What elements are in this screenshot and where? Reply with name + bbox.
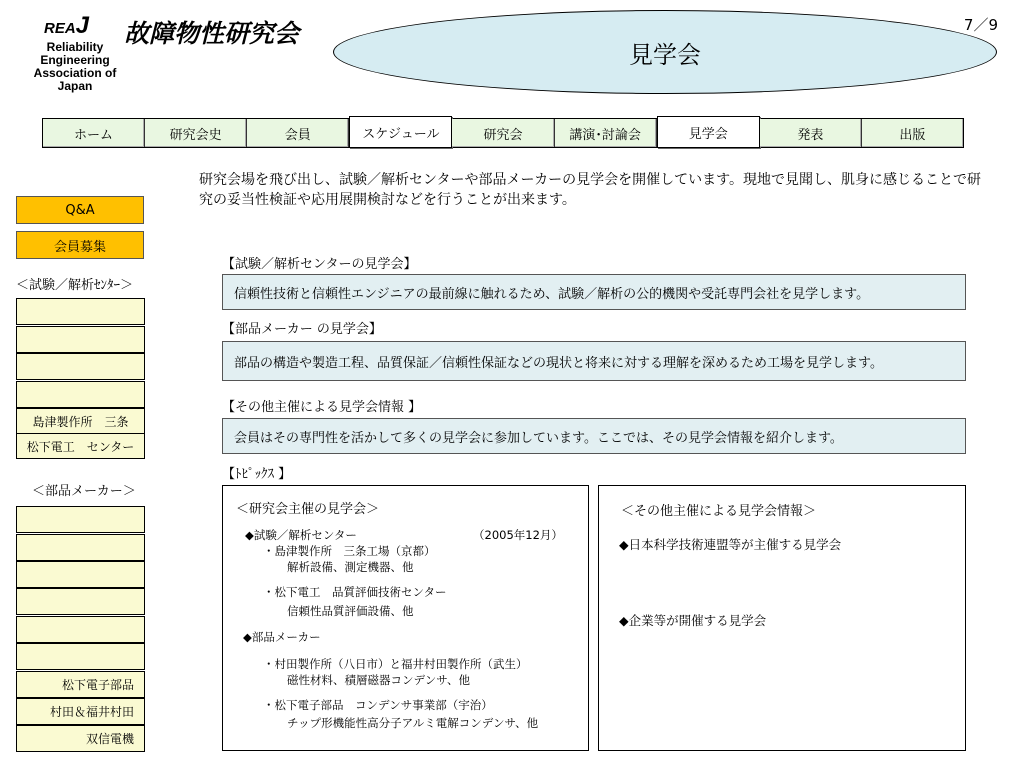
logo-caption xyxy=(20,41,130,93)
logo xyxy=(44,12,89,40)
topic-parts-heading: ◆部品メーカー xyxy=(243,630,321,644)
recruit-button[interactable]: 会員募集 xyxy=(16,231,144,259)
nav-schedule[interactable]: スケジュール xyxy=(349,116,452,148)
test-center-cell[interactable] xyxy=(16,326,145,353)
parts-maker-cell[interactable] xyxy=(16,616,145,643)
topic-panasonic-works: ・松下電工 品質評価技術センター xyxy=(263,585,447,599)
topics-other-title: ＜その他主催による見学会情報＞ xyxy=(621,504,817,519)
nav-home[interactable]: ホーム xyxy=(43,119,145,147)
logo-line: Reliability xyxy=(46,40,104,54)
logo-j-text: J xyxy=(75,12,90,39)
section-box-test-center: 信頼性技術と信頼性エンジニアの最前線に触れるため、試験／解析の公的機関や受託専門会社を見学します。 xyxy=(222,274,966,310)
section-label-parts-maker: 【部品メーカー の見学会】 xyxy=(222,322,382,337)
nav-presentations[interactable]: 発表 xyxy=(760,119,862,147)
logo-line: Engineering xyxy=(40,53,110,67)
section-box-other: 会員はその専門性を活かして多くの見学会に参加しています。ここでは、その見学会情報を紹介します。 xyxy=(222,418,966,454)
qa-button[interactable]: Q&A xyxy=(16,196,144,224)
topic-shimadzu-detail: 解析設備、測定機器、他 xyxy=(287,560,414,574)
test-center-cell[interactable] xyxy=(16,298,145,325)
parts-maker-cell-soshin[interactable]: 双信電機 xyxy=(16,725,145,752)
parts-maker-cell[interactable] xyxy=(16,561,145,588)
nav-tours[interactable]: 見学会 xyxy=(657,116,760,148)
test-center-cell[interactable] xyxy=(16,353,145,380)
topic-date: （2005年12月） xyxy=(473,528,563,542)
topic-panasonic-parts: ・松下電子部品 コンデンサ事業部（宇治） xyxy=(263,698,493,712)
nav-publications[interactable]: 出版 xyxy=(862,119,963,147)
topic-companies: ◆企業等が開催する見学会 xyxy=(619,613,767,628)
parts-maker-cell[interactable] xyxy=(16,534,145,561)
topic-murata: ・村田製作所（八日市）と福井村田製作所（武生） xyxy=(263,657,528,671)
topic-panasonic-parts-detail: チップ形機能性高分子アルミ電解コンデンサ、他 xyxy=(287,716,539,730)
nav-history[interactable]: 研究会史 xyxy=(145,119,247,147)
parts-maker-cell-murata[interactable]: 村田＆福井村田 xyxy=(16,698,145,725)
test-center-cell-shimadzu[interactable]: 島津製作所 三条 xyxy=(16,408,145,434)
topic-panasonic-works-detail: 信頼性品質評価設備、他 xyxy=(287,604,414,618)
parts-maker-cell[interactable] xyxy=(16,506,145,533)
parts-maker-cell[interactable] xyxy=(16,643,145,670)
parts-maker-header: ＜部品メーカー＞ xyxy=(32,484,136,499)
nav-members[interactable]: 会員 xyxy=(247,119,349,147)
test-center-header: ＜試験／解析ｾﾝﾀｰ＞ xyxy=(16,278,134,293)
topic-test-heading: ◆試験／解析センター xyxy=(245,528,357,542)
logo-line: Japan xyxy=(57,79,93,93)
topics-research-title: ＜研究会主催の見学会＞ xyxy=(236,502,380,517)
intro-text: 研究会場を飛び出し、試験／解析センターや部品メーカーの見学会を開催しています。現地で見聞し、肌身に感じることで研究の妥当性検証や応用展開検討などを行うことが出来ます。 xyxy=(199,172,982,208)
test-center-cell-panasonic-works[interactable]: 松下電工 センター xyxy=(16,433,145,459)
parts-maker-cell[interactable] xyxy=(16,588,145,615)
test-center-cell[interactable] xyxy=(16,381,145,408)
topic-murata-detail: 磁性材料、積層磁器コンデンサ、他 xyxy=(287,673,470,687)
logo-line: Association of xyxy=(33,66,117,80)
main-nav xyxy=(42,118,964,148)
nav-lectures[interactable]: 講演･討論会 xyxy=(555,119,657,147)
section-label-other: 【その他主催による見学会情報 】 xyxy=(222,400,422,415)
logo-rea-text: REA xyxy=(44,20,76,37)
topics-label: 【ﾄﾋﾟｯｸｽ 】 xyxy=(222,467,292,482)
section-box-parts-maker: 部品の構造や製造工程、品質保証／信頼性保証などの現状と将来に対する理解を深めるため工場を見学します。 xyxy=(222,341,966,381)
topic-shimadzu: ・島津製作所 三条工場（京都） xyxy=(263,544,436,558)
topics-other-box xyxy=(598,485,966,751)
section-label-test-center: 【試験／解析センターの見学会】 xyxy=(222,257,417,272)
parts-maker-cell-panasonic-parts[interactable]: 松下電子部品 xyxy=(16,671,145,698)
page-title: 見学会 xyxy=(333,10,997,94)
org-title: 故障物性研究会 xyxy=(124,19,300,48)
topic-juse: ◆日本科学技術連盟等が主催する見学会 xyxy=(619,537,842,552)
topics-research-box xyxy=(222,485,589,751)
nav-research[interactable]: 研究会 xyxy=(452,119,554,147)
page-number: 7／9 xyxy=(963,16,998,34)
